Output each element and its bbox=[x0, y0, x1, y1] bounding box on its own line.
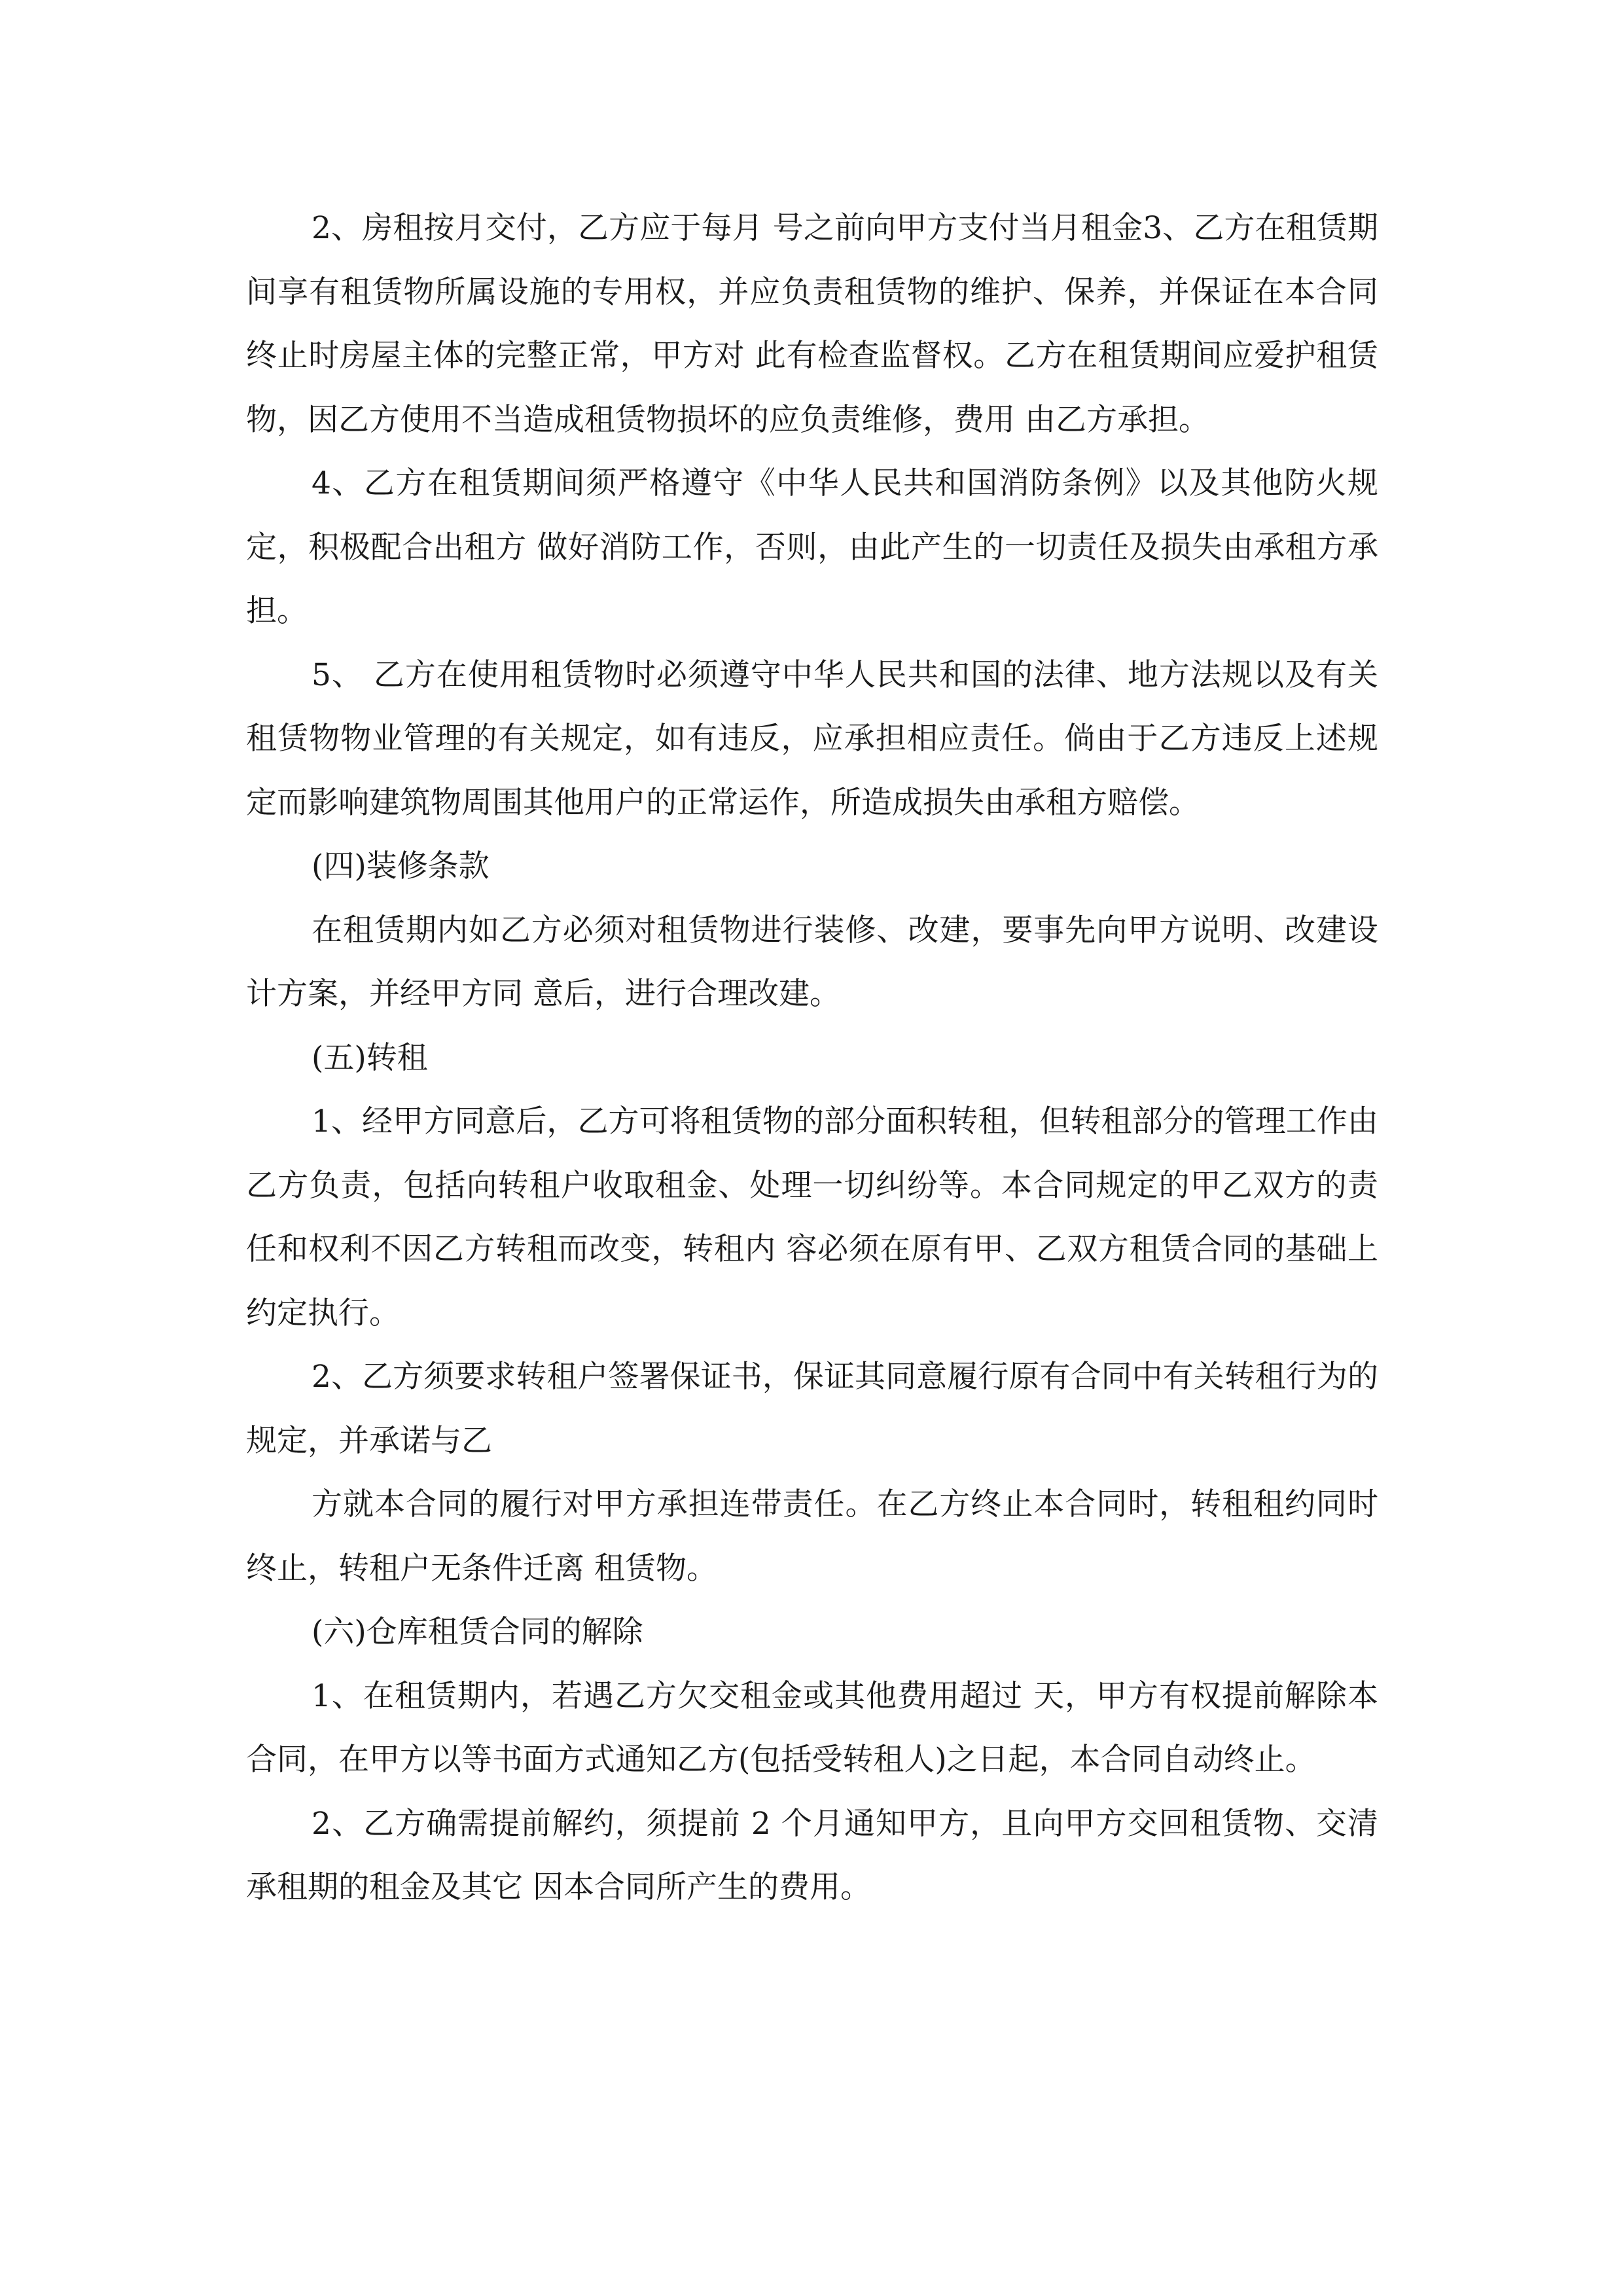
paragraph-sublease-2-continued: 方就本合同的履行对甲方承担连带责任。在乙方终止本合同时，转租租约同时终止，转租户无条件迁离 租赁物。 bbox=[246, 1486, 1378, 1587]
document-page bbox=[246, 196, 1378, 1920]
paragraph-sublease-1: 1、经甲方同意后，乙方可将租赁物的部分面积转租，但转租部分的管理工作由乙方负责，包括向转租户收取租金、处理一切纠纷等。本合同规定的甲乙双方的责任和权利不因乙方转租而改变，转租内 容必须在原有甲、乙双方租赁合同的基础上约定执行。 bbox=[246, 1103, 1378, 1331]
paragraph-termination-1: 1、在租赁期内，若遇乙方欠交租金或其他费用超过 天，甲方有权提前解除本合同，在甲方以等书面方式通知乙方(包括受转租人)之日起，本合同自动终止。 bbox=[246, 1677, 1378, 1778]
paragraph-fire-safety: 4、乙方在租赁期间须严格遵守《中华人民共和国消防条例》以及其他防火规定，积极配合出租方 做好消防工作，否则，由此产生的一切责任及损失由承租方承担。 bbox=[246, 465, 1378, 629]
section-heading-renovation: (四)装修条款 bbox=[312, 848, 490, 884]
paragraph-sublease-2: 2、乙方须要求转租户签署保证书，保证其同意履行原有合同中有关转租行为的规定，并承诺与乙 bbox=[246, 1359, 1378, 1459]
paragraph-renovation: 在租赁期内如乙方必须对租赁物进行装修、改建，要事先向甲方说明、改建设计方案，并经甲方同 意后，进行合理改建。 bbox=[246, 912, 1378, 1012]
paragraph-termination-2: 2、乙方确需提前解约，须提前 2 个月通知甲方，且向甲方交回租赁物、交清承租期的租金及其它 因本合同所产生的费用。 bbox=[246, 1805, 1378, 1905]
paragraph-rent-payment: 2、房租按月交付，乙方应于每月 号之前向甲方支付当月租金3、乙方在租赁期间享有租赁物所属设施的专用权，并应负责租赁物的维护、保养，并保证在本合同终止时房屋主体的完整正常，甲方对 此有检查监督权。乙方在租赁期间应爱护租赁物，因乙方使用不当造成租赁物损坏的应负责维修，费用 由乙方承担。 bbox=[246, 210, 1378, 438]
paragraph-legal-compliance: 5、 乙方在使用租赁物时必须遵守中华人民共和国的法律、地方法规以及有关租赁物物业管理的有关规定，如有违反，应承担相应责任。倘由于乙方违反上述规定而影响建筑物周围其他用户的正常运作，所造成损失由承租方赔偿。 bbox=[246, 656, 1378, 821]
section-heading-termination: (六)仓库租赁合同的解除 bbox=[312, 1614, 643, 1650]
section-heading-sublease: (五)转租 bbox=[312, 1039, 428, 1076]
